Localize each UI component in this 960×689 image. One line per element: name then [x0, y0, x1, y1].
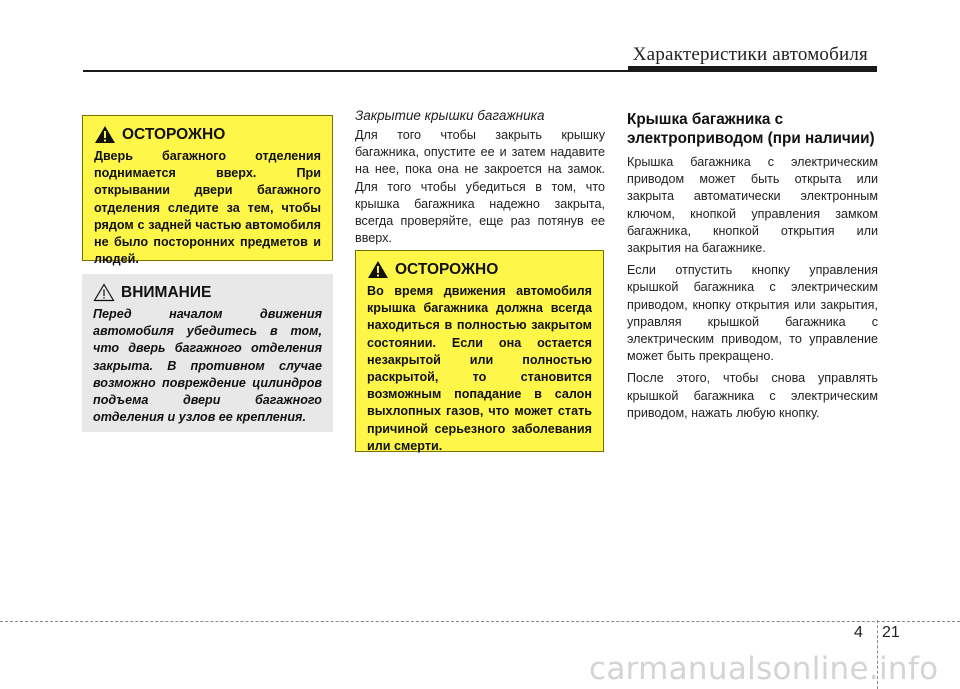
page-number: 21 — [882, 624, 900, 641]
warning-box-header — [367, 260, 592, 279]
warning-triangle-icon — [94, 125, 116, 144]
caution-heading: ВНИМАНИЕ — [121, 283, 212, 301]
header-accent-bar — [628, 66, 877, 72]
section-title: Характеристики автомобиля — [632, 44, 868, 65]
power-tailgate-title: Крышка багажника с электроприводом (при наличии) — [627, 111, 875, 147]
warning-text: Дверь багажного отделения поднимается вверх. При открывании двери багажного отделения следите за тем, чтобы рядом с задней частью автомобиля не было посторонних предметов и людей. — [94, 149, 321, 267]
power-tailgate-paragraph: Крышка багажника с электрическим приводом может быть открыта или закрыта автоматически электронным ключом, кнопкой управления замком багажника, кнопкой открытия или закрытия на багажнике. — [627, 155, 878, 256]
subheading-closing-trunk: Закрытие крышки багажника — [355, 108, 545, 123]
power-tailgate-paragraph: Если отпустить кнопку управления крышкой багажника с электрическим приводом, кнопку открытия или закрытия, управляя крышкой багажника с электрическим приводом, то управление может быть прекращено. — [627, 263, 878, 364]
warning-box-header — [94, 125, 321, 144]
warning-heading: ОСТОРОЖНО — [122, 125, 226, 143]
caution-triangle-icon — [93, 283, 115, 302]
warning-box-exhaust — [355, 250, 604, 452]
caution-box-tailgate — [82, 274, 333, 432]
closing-trunk-paragraph: Для того чтобы закрыть крышку багажника, опустите ее и затем надавите на нее, пока она не закроется на замок. Для того чтобы убедиться в том, что крышка багажника надежно закрыта, всегда проверяйте, еще раз потянув ее вверх. — [355, 128, 605, 246]
warning-text: Во время движения автомобиля крышка багажника должна всегда находиться в полностью закрытом состоянии. Если она остается незакрытой или полностью раскрытой, то становится возможным попадание в салон выхлопных газов, что может стать причиной серьезного заболевания или смерти. — [367, 284, 592, 453]
footer-rule — [0, 621, 960, 622]
warning-heading: ОСТОРОЖНО — [395, 260, 499, 278]
chapter-number: 4 — [854, 624, 863, 641]
caution-text: Перед началом движения автомобиля убедитесь в том, что дверь багажного отделения закрыта. В противном случае возможно повреждение цилиндров подъема двери багажного отделения и узлов ее крепления. — [93, 307, 322, 425]
power-tailgate-paragraph: После этого, чтобы снова управлять крышкой багажника с электрическим приводом, нажать любую кнопку. — [627, 371, 878, 420]
warning-triangle-icon — [367, 260, 389, 279]
warning-box-tailgate — [82, 115, 333, 267]
power-tailgate-section — [627, 110, 878, 427]
watermark: carmanualsonline.info — [589, 651, 939, 687]
caution-box-header — [93, 283, 322, 302]
